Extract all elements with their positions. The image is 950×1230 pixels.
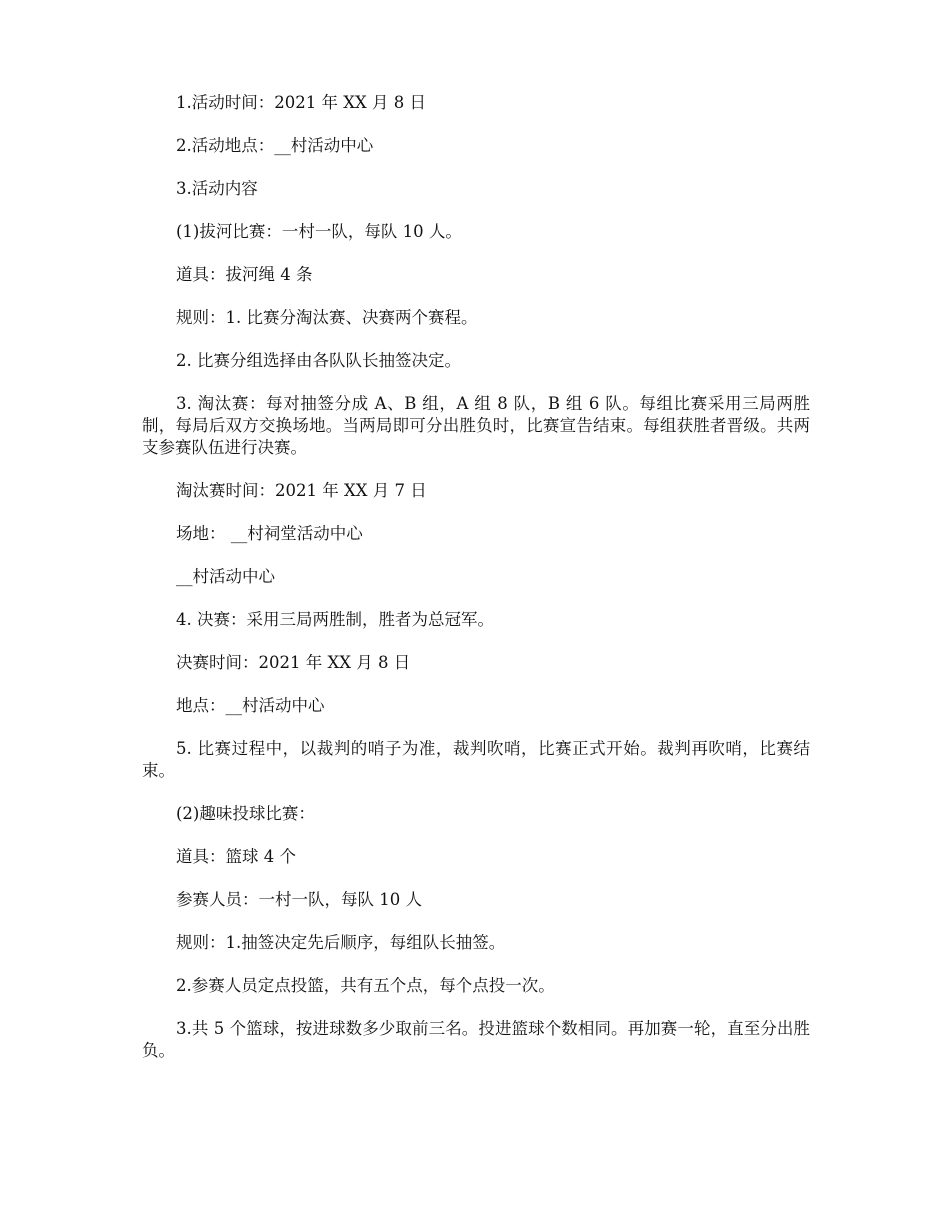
paragraph-ball-rule-1: 规则：1.抽签决定先后顺序，每组队长抽签。 — [176, 933, 506, 952]
paragraph-knockout-venue-2: __村活动中心 — [176, 567, 275, 586]
paragraph-activity-time: 1.活动时间：2021 年 XX 月 8 日 — [176, 93, 426, 112]
paragraph-knockout-time: 淘汰赛时间：2021 年 XX 月 7 日 — [176, 481, 427, 500]
document-body — [142, 92, 810, 1083]
paragraph-ball-game: (2)趣味投球比赛： — [176, 804, 315, 823]
paragraph-activity-content: 3.活动内容 — [176, 179, 258, 198]
paragraph-ball-participants: 参赛人员：一村一队，每队 10 人 — [176, 890, 422, 909]
paragraph-final: 4. 决赛：采用三局两胜制，胜者为总冠军。 — [176, 610, 494, 629]
paragraph-tug-rule-2: 2. 比赛分组选择由各队队长抽签决定。 — [176, 351, 461, 370]
paragraph-ball-rule-3: 3.共 5 个篮球，按进球数多少取前三名。投进篮球个数相同。再加赛一轮，直至分出胜负。 — [142, 1019, 810, 1060]
paragraph-tug-rule-3: 3. 淘汰赛：每对抽签分成 A、B 组，A 组 8 队，B 组 6 队。每组比赛采用三局两胜制，每局后双方交换场地。当两局即可分出胜负时，比赛宣告结束。每组获胜者晋级。共两支参赛队伍进行决赛。 — [142, 394, 810, 457]
paragraph-ball-props: 道具：篮球 4 个 — [176, 847, 296, 866]
paragraph-ball-rule-2: 2.参赛人员定点投篮，共有五个点，每个点投一次。 — [176, 976, 555, 995]
paragraph-final-venue: 地点：__村活动中心 — [176, 696, 325, 715]
paragraph-tug-of-war: (1)拔河比赛：一村一队，每队 10 人。 — [176, 222, 462, 241]
paragraph-referee: 5. 比赛过程中，以裁判的哨子为准，裁判吹哨，比赛正式开始。裁判再吹哨，比赛结束。 — [142, 739, 810, 780]
paragraph-tug-rule-1: 规则：1. 比赛分淘汰赛、决赛两个赛程。 — [176, 308, 478, 327]
paragraph-knockout-venue: 场地： __村祠堂活动中心 — [176, 524, 363, 543]
paragraph-activity-location: 2.活动地点：__村活动中心 — [176, 136, 374, 155]
paragraph-tug-props: 道具：拔河绳 4 条 — [176, 265, 313, 284]
paragraph-final-time: 决赛时间：2021 年 XX 月 8 日 — [176, 653, 411, 672]
